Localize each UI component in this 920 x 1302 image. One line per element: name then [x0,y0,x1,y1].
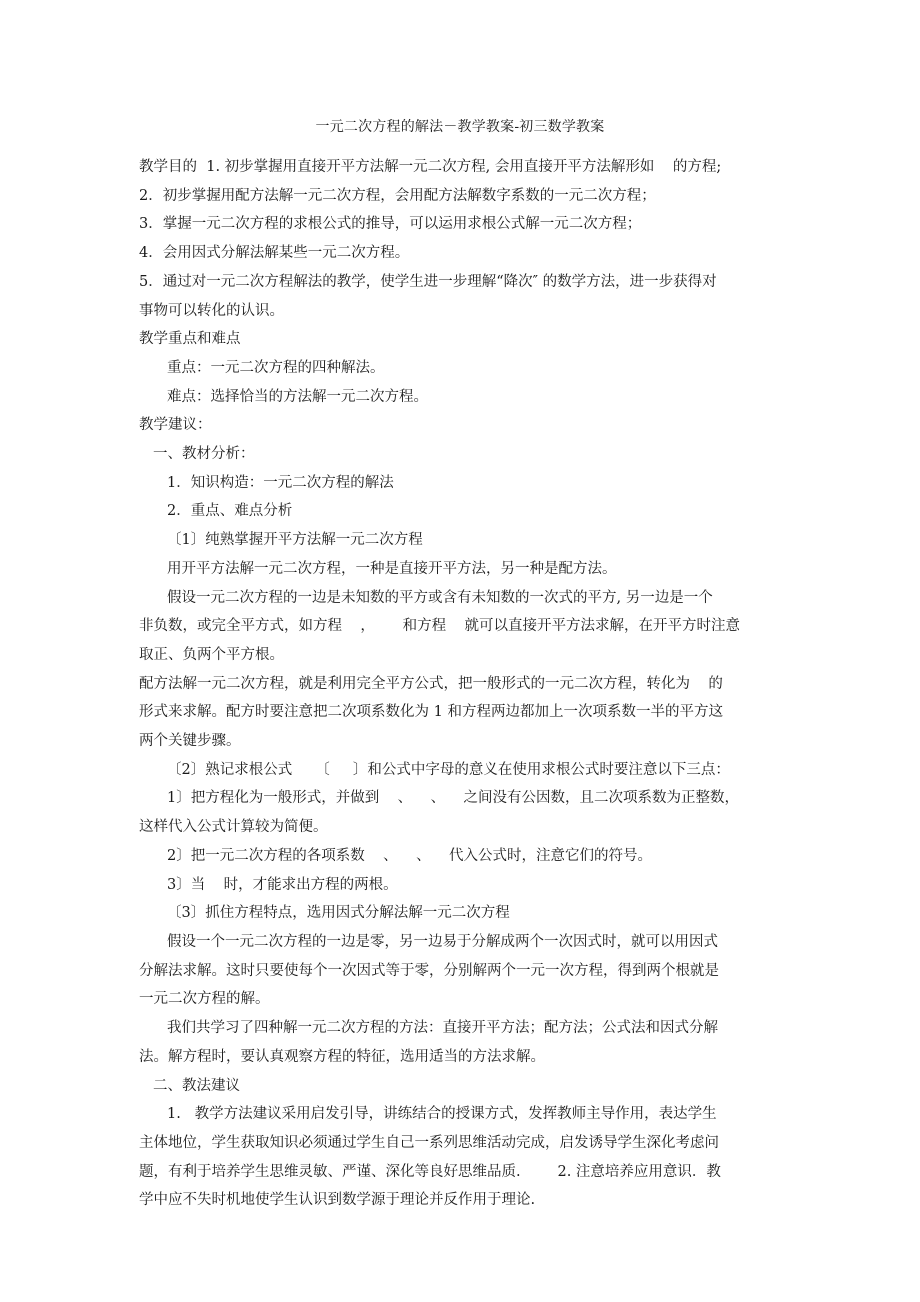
paragraph-5b: 法。解方程时，要认真观察方程的特征，选用适当的方法求解。 [139,1048,545,1065]
paragraph-3c: 两个关键步骤。 [139,733,241,750]
teaching-1a: 1. 教学方法建议采用启发引导，讲练结合的授课方式，发挥教师主导作用，表达学生 [167,1106,717,1123]
note-1b: 这样代入公式计算较为简便。 [139,819,328,836]
objective-line-5b: 事物可以转化的认识。 [139,302,284,319]
document-body [139,153,787,1215]
subsection-3: 〔3〕抓住方程特点，选用因式分解法解一元二次方程 [167,905,510,922]
section-2-heading: 二、教法建议 [153,1077,240,1094]
objective-line-3: 3．掌握一元二次方程的求根公式的推导，可以运用求根公式解一元二次方程； [139,216,642,233]
paragraph-4b: 分解法求解。这时只要使每个一次因式等于零，分别解两个一元一次方程，得到两个根就是 [139,962,719,979]
paragraph-3a: 配方法解一元二次方程，就是利用完全平方公式，把一般形式的一元二次方程，转化为 的 [139,675,723,692]
teaching-1b: 主体地位，学生获取知识必须通过学生自己一系列思维活动完成，启发诱导学生深化考虑问 [139,1134,719,1151]
item-2: 2．重点、难点分析 [167,503,293,520]
subsection-1: 〔1〕纯熟掌握开平方法解一元二次方程 [167,532,423,549]
key-points-heading: 教学重点和难点 [139,331,241,348]
note-3: 3〕当 时，才能求出方程的两根。 [167,876,398,893]
paragraph-4a: 假设一个一元二次方程的一边是零，另一边易于分解成两个一次因式时，就可以用因式 [167,933,718,950]
suggestions-heading: 教学建议： [139,417,212,434]
note-1a: 1〕把方程化为一般形式，并做到 、 、 之间没有公因数，且二次项系数为正整数， [167,790,740,807]
item-1: 1．知识构造：一元二次方程的解法 [167,474,394,491]
paragraph-3b: 形式来求解。配方时要注意把二次项系数化为 1 和方程两边都加上一次项系数一半的平方这 [139,704,723,721]
paragraph-4c: 一元二次方程的解。 [139,991,270,1008]
paragraph-2a: 假设一元二次方程的一边是未知数的平方或含有未知数的一次式的平方, 另一边是一个 [167,589,713,606]
teaching-1c: 题，有利于培养学生思维灵敏、严谨、深化等良好思维品质. 2. 注意培养应用意识．教 [139,1163,721,1180]
paragraph-2b: 非负数，或完全平方式，如方程 ， 和方程 就可以直接开平方法求解，在开平方时注意 [139,618,741,635]
objective-line-5a: 5．通过对一元二次方程解法的教学，使学生进一步理解“降次″ 的数学方法，进一步获得对 [139,273,717,290]
paragraph-2c: 取正、负两个平方根。 [139,646,284,663]
document-title: 一元二次方程的解法－教学教案-初三数学教案 [315,119,605,135]
paragraph-5a: 我们共学习了四种解一元二次方程的方法：直接开平方法；配方法；公式法和因式分解 [167,1020,718,1037]
difficulty-point: 难点：选择恰当的方法解一元二次方程。 [167,388,428,405]
objective-line-2: 2．初步掌握用配方法解一元二次方程，会用配方法解数字系数的一元二次方程； [139,187,656,204]
paragraph-1: 用开平方法解一元二次方程，一种是直接开平方法，另一种是配方法。 [167,560,617,577]
subsection-2: 〔2〕熟记求根公式 〔 〕和公式中字母的意义在使用求根公式时要注意以下三点： [167,761,730,778]
teaching-1d: 学中应不失时机地使学生认识到数学源于理论并反作用于理论. [139,1192,536,1209]
note-2: 2〕把一元二次方程的各项系数 、 、 代入公式时，注意它们的符号。 [167,847,653,864]
section-1-heading: 一、教材分析： [153,446,255,463]
objective-line-1: 教学目的 1. 初步掌握用直接开平方法解一元二次方程, 会用直接开平方法解形如 的方程; [139,159,722,175]
key-point: 重点：一元二次方程的四种解法。 [167,359,385,376]
objective-line-4: 4．会用因式分解法解某些一元二次方程。 [139,245,410,262]
